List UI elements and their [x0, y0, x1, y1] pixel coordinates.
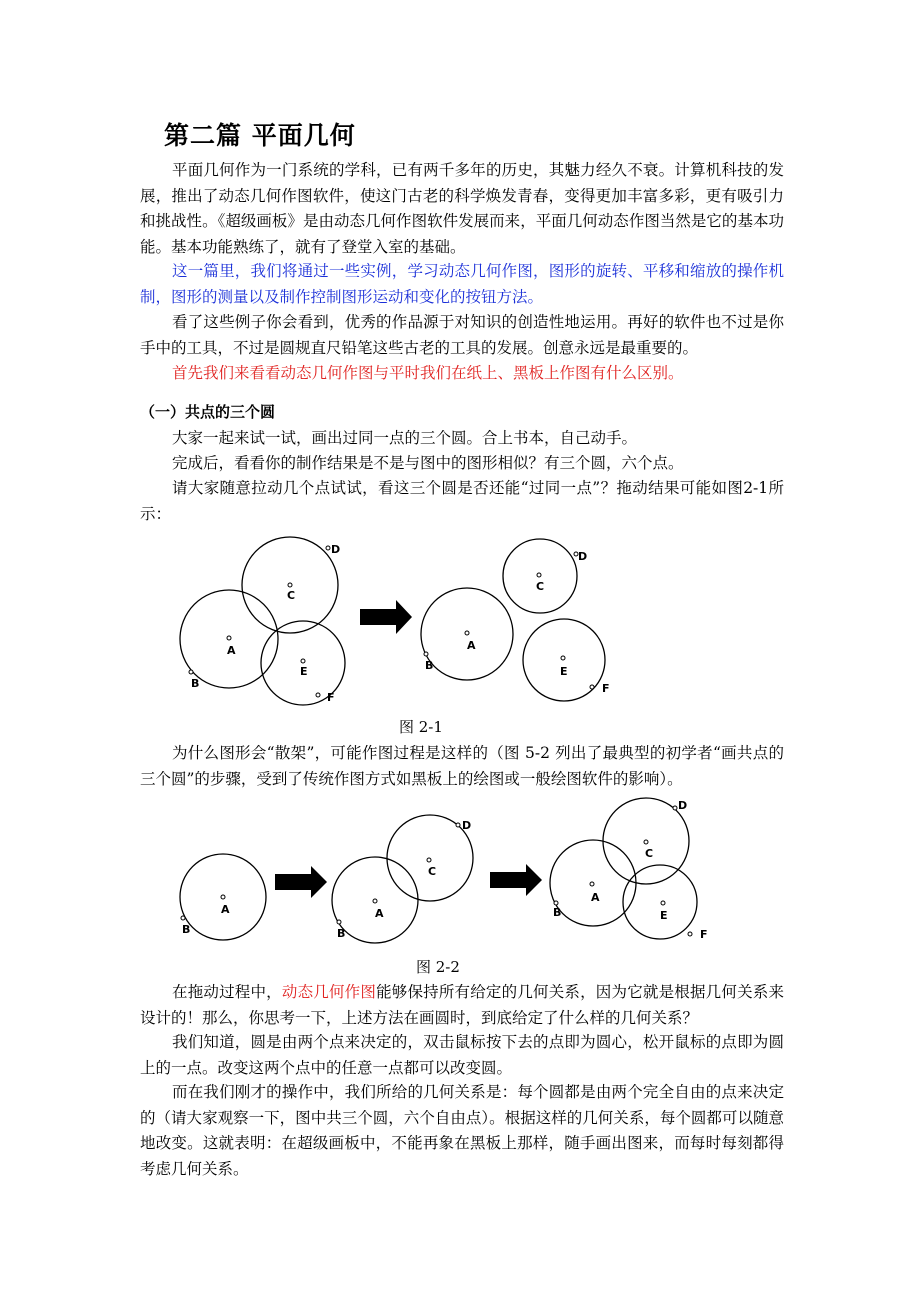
- label-c-step3: C: [645, 847, 654, 860]
- label-b-dragged: B: [425, 659, 434, 672]
- label-d-dragged: D: [578, 550, 588, 563]
- section-text-4: 为什么图形会“散架”，可能作图过程是这样的（图 5-2 列出了最典型的初学者“画共点的三个圆”的步骤，受到了传统作图方式如黑板上的绘图或一般绘图软件的影响）。: [140, 744, 784, 788]
- label-d-step2: D: [462, 819, 472, 832]
- arrow-right-icon: [360, 600, 412, 634]
- point-f-step3: [688, 932, 692, 936]
- dynamic-geometry-term: 动态几何作图: [281, 983, 377, 1001]
- label-e: E: [300, 665, 308, 678]
- intro-paragraph-2: 这一篇里，我们将通过一些实例，学习动态几何作图，图形的旋转、平移和缩放的操作机制，图形的测量以及制作控制图形运动和变化的按钮方法。: [140, 262, 784, 306]
- point-e-step3: [661, 901, 665, 905]
- label-f-step3: F: [700, 928, 708, 941]
- point-a-step3: [590, 882, 594, 886]
- figure-2-1: [170, 530, 630, 710]
- point-a-dragged: [465, 631, 469, 635]
- point-e: [301, 659, 305, 663]
- label-b-step2: B: [337, 927, 346, 940]
- circle-e-step3: [623, 865, 697, 939]
- section-text-3: 请大家随意拉动几个点试试，看这三个圆是否还能“过同一点”？拖动结果可能如图2-1所示：: [140, 479, 784, 523]
- point-f: [316, 693, 320, 697]
- label-c-dragged: C: [536, 580, 545, 593]
- page-title: 第二篇 平面几何: [164, 121, 356, 150]
- point-a-step2: [373, 899, 377, 903]
- section-text-5-pre: 在拖动过程中，: [172, 983, 282, 1001]
- point-c-dragged: [537, 573, 541, 577]
- point-c-step2: [427, 858, 431, 862]
- intro-paragraph-4: 首先我们来看看动态几何作图与平时我们在纸上、黑板上作图有什么区别。: [172, 364, 684, 382]
- label-d: D: [331, 543, 341, 556]
- point-b-dragged: [424, 652, 428, 656]
- label-f: F: [327, 691, 335, 704]
- label-a-step3: A: [591, 891, 600, 904]
- label-b: B: [191, 677, 200, 690]
- section-text-6: 我们知道，圆是由两个点来决定的，双击鼠标按下去的点即为圆心，松开鼠标的点即为圆上的一点。改变这两个点中的任意一点都可以改变圆。: [140, 1033, 784, 1077]
- point-c: [288, 583, 292, 587]
- point-f-dragged: [590, 685, 594, 689]
- section-text-7: 而在我们刚才的操作中，我们所给的几何关系是：每个圆都是由两个完全自由的点来决定的（请大家观察一下，图中共三个圆，六个自由点）。根据这样的几何关系，每个圆都可以随意地改变。这就表明：在超级画板中，不能再象在黑板上那样，随手画出图来，而每时每刻都得考虑几何关系。: [140, 1083, 784, 1178]
- label-a-dragged: A: [467, 639, 476, 652]
- arrow-right-icon: [275, 866, 327, 898]
- label-c-step2: C: [428, 865, 437, 878]
- point-d-step3: [673, 806, 677, 810]
- label-f-dragged: F: [602, 682, 610, 695]
- label-c: C: [287, 589, 296, 602]
- point-b-step3: [554, 901, 558, 905]
- section-text-5-post: 能够保持所有给定的几何关系，因为它就是根据几何关系来设计的！那么，你思考一下，上述方法在画圆时，到底给定了什么样的几何关系？: [140, 983, 784, 1027]
- point-e-dragged: [561, 656, 565, 660]
- point-b-step1: [181, 916, 185, 920]
- label-a: A: [227, 644, 236, 657]
- section-text-5: [140, 980, 784, 1031]
- point-a: [227, 636, 231, 640]
- intro-paragraph-1: 平面几何作为一门系统的学科，已有两千多年的历史，其魅力经久不衰。计算机科技的发展，推出了动态几何作图软件，使这门古老的科学焕发青春，变得更加丰富多彩，更有吸引力和挑战性。《超级画板》是由动态几何作图软件发展而来，平面几何动态作图当然是它的基本功能。基本功能熟练了，就有了登堂入室的基础。: [140, 161, 784, 256]
- label-b-step3: B: [553, 906, 562, 919]
- label-d-step3: D: [678, 799, 688, 812]
- point-d-step2: [456, 823, 460, 827]
- figure-2-2: [170, 800, 730, 950]
- intro-paragraph-3: 看了这些例子你会看到，优秀的作品源于对知识的创造性地运用。再好的软件也不过是你手中的工具，不过是圆规直尺铅笔这些古老的工具的发展。创意永远是最重要的。: [140, 313, 784, 357]
- section-heading: （一）共点的三个圆: [140, 403, 276, 421]
- arrow-right-icon: [490, 864, 542, 896]
- section-text-2: 完成后，看看你的制作结果是不是与图中的图形相似？有三个圆，六个点。: [172, 454, 684, 472]
- point-c-step3: [644, 840, 648, 844]
- figure-2-2-caption: 图 2-2: [416, 958, 460, 976]
- point-b: [189, 670, 193, 674]
- label-e-dragged: E: [560, 665, 568, 678]
- label-a-step1: A: [221, 903, 230, 916]
- point-b-step2: [337, 920, 341, 924]
- point-d: [326, 546, 330, 550]
- point-a-step1: [221, 895, 225, 899]
- section-text-1: 大家一起来试一试，画出过同一点的三个圆。合上书本，自己动手。: [172, 429, 638, 447]
- label-e-step3: E: [660, 909, 668, 922]
- figure-2-1-caption: 图 2-1: [399, 718, 443, 736]
- label-b-step1: B: [182, 923, 191, 936]
- label-a-step2: A: [375, 907, 384, 920]
